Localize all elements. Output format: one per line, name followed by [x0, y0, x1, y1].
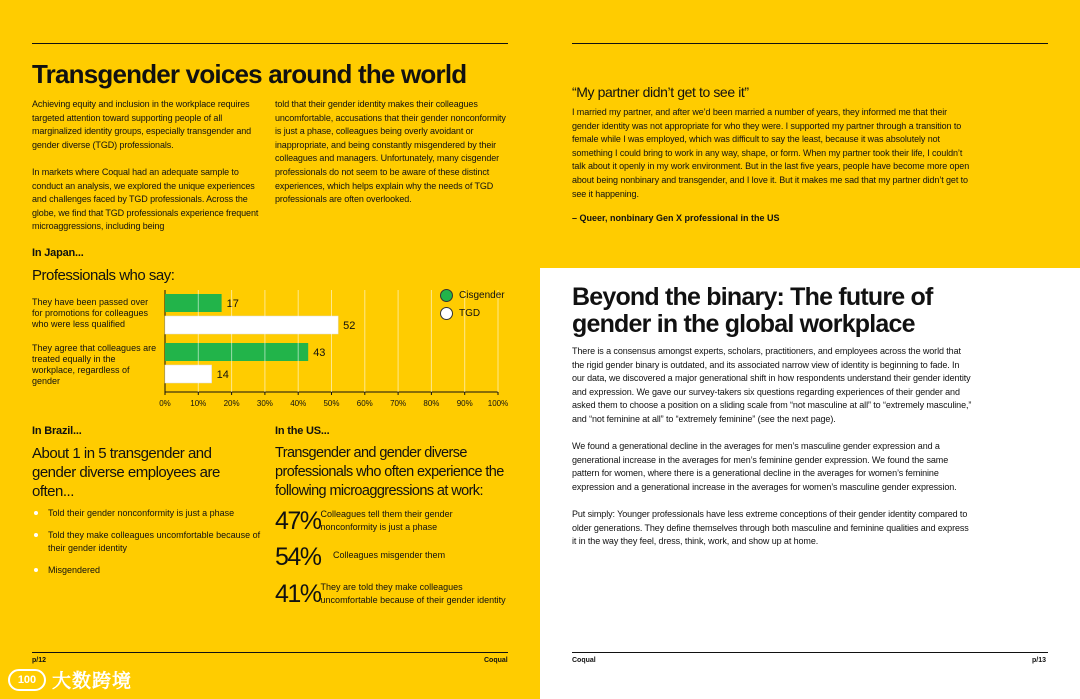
bar-cisgender [165, 294, 222, 312]
legend-item-tgd [440, 307, 480, 320]
legend-label: TGD [459, 308, 481, 319]
list-item: Told they make colleagues uncomfortable because of their gender identity [32, 529, 264, 555]
bar-value-label: 43 [313, 347, 326, 359]
quote-panel [540, 0, 1080, 268]
article-paragraph: There is a consensus amongst experts, scholars, practitioners, and employees across the world that the rigid gender binary is outdated, and its associated narrow view of identity is beginning to fade. In our data, we discovered a major generational shift in how respondents understand their gender identity and expression. We gave our survey-takers six questions regarding experiences of their gender and asked them to choose a position on a sliding scale from “not masculine at all” to “extremely masculine,” and “not feminine at all” to “extremely feminine” (see the next page). [572, 346, 972, 424]
legend-item-cisgender [440, 289, 505, 302]
x-tick-label: 10% [190, 399, 207, 408]
brazil-subhead: About 1 in 5 transgender and gender diverse employees are often... [32, 445, 220, 500]
list-item: Told their gender nonconformity is just a phase [32, 507, 264, 520]
us-subhead: Transgender and gender diverse professionals who often experience the following microaggressions at work: [275, 445, 504, 499]
bar-value-label: 17 [226, 298, 239, 310]
legend-swatch-cisgender [440, 289, 453, 302]
x-tick-label: 70% [390, 399, 407, 408]
legend-label: Cisgender [459, 290, 505, 301]
watermark [8, 666, 132, 693]
brazil-list [32, 507, 264, 586]
us-stat-row [275, 543, 511, 571]
page-number: p/12 [32, 657, 47, 664]
list-item: Misgendered [32, 564, 264, 577]
article-paragraph: Put simply: Younger professionals have less extreme conceptions of their gender identity compared to older generations. They define themselves through both masculine and feminine qualities and express it in the way they feel, dress, think, work, and show up at home. [572, 509, 969, 547]
x-tick-label: 40% [290, 399, 307, 408]
x-tick-label: 90% [456, 399, 473, 408]
stat-value: 47% [275, 507, 321, 535]
page-number: p/13 [1032, 657, 1047, 664]
x-tick-label: 50% [323, 399, 340, 408]
intro-paragraph: Achieving equity and inclusion in the workplace requires targeted attention toward supporting people of all marginalized identity groups, especially transgender and gender diverse (TGD) professionals. [32, 99, 252, 150]
intro-paragraph: told that their gender identity makes their colleagues uncomfortable, accusations that their gender nonconformity is just a phase, colleagues being overly avoidant or inappropriate, and being constantly misgendered by their colleagues and managers. Unfortunately, many cisgender professionals do not seem to be aware of these distinct experiences, which helps explain why the needs of TGD professionals are often overlooked. [275, 99, 506, 205]
stat-value: 41% [275, 580, 321, 608]
bar-value-label: 14 [216, 369, 229, 381]
x-tick-label: 20% [223, 399, 240, 408]
x-tick-label: 60% [356, 399, 373, 408]
footer-brand: Coqual [572, 657, 596, 664]
bar-tgd [165, 316, 338, 334]
bar-cisgender [165, 343, 308, 361]
x-tick-label: 80% [423, 399, 440, 408]
top-rule [32, 43, 508, 44]
bottom-rule [32, 652, 508, 653]
bar-value-label: 52 [343, 320, 356, 332]
intro-column-1 [32, 98, 264, 248]
quote-title: “My partner didn’t get to see it” [572, 84, 749, 100]
japan-subhead: Professionals who say: [32, 267, 175, 284]
watermark-text: 大数跨境 [52, 671, 133, 692]
quote-attribution: – Queer, nonbinary Gen X professional in the US [572, 213, 780, 223]
intro-paragraph: In markets where Coqual had an adequate sample to conduct an analysis, we explored the unique experiences and challenges faced by TGD professionals. Across the globe, we find that TGD professionals experience frequent microaggressions, including being [32, 166, 259, 232]
section-title: Beyond the binary: The future of gender in the global workplace [572, 283, 933, 338]
brazil-label: In Brazil... [32, 425, 82, 437]
quote-body: I married my partner, and after we’d been married a number of years, they informed me that their gender identity was not appropriate for who they were. I supported my partner through a transition to female while I was employed, which was difficult to say the least, because it was absolutely not something I could bring to work in any way, shape, or form. When my partner took their life, I couldn’t talk about it openly in my work environment. But in the last five years, people have become more open about being nonbinary and transgender, and I love it. But it makes me sad that my partner didn’t get to see it happening. [572, 107, 970, 199]
top-rule [572, 43, 1048, 44]
us-stat-row [275, 507, 511, 535]
legend-swatch-tgd [440, 307, 453, 320]
bar-tgd [165, 365, 212, 383]
article-panel [540, 268, 1080, 699]
page-title: Transgender voices around the world [32, 59, 467, 89]
stat-description: Colleagues misgender them [333, 550, 446, 560]
bottom-rule [572, 652, 1048, 653]
intro-column-2 [275, 98, 507, 220]
x-tick-label: 100% [487, 399, 509, 408]
x-tick-label: 30% [256, 399, 273, 408]
japan-label: In Japan... [32, 247, 84, 259]
article-body [572, 345, 972, 563]
article-paragraph: We found a generational decline in the averages for men’s masculine gender expression and a generational increase in the averages for men’s feminine gender expression. We found the same pattern for women, where there is a generational decline in the averages for women’s feminine expression and a generational increase in the averages for women’s masculine gender expression. [572, 441, 957, 492]
bar-category-label: They have been passed over for promotions for colleagues who were less qualified [32, 297, 149, 329]
stat-description: They are told they make colleagues uncomfortable because of their gender identity [320, 582, 506, 605]
watermark-logo: 100 [8, 669, 46, 691]
stat-description: Colleagues tell them their gender nonconformity is just a phase [320, 509, 453, 532]
footer-brand: Coqual [484, 657, 508, 664]
us-stat-row [275, 580, 511, 608]
x-tick-label: 0% [159, 399, 171, 408]
stat-value: 54% [275, 543, 321, 571]
bar-category-label: They agree that colleagues are treated equally in the workplace, regardless of gender [32, 343, 157, 386]
us-label: In the US... [275, 425, 330, 437]
